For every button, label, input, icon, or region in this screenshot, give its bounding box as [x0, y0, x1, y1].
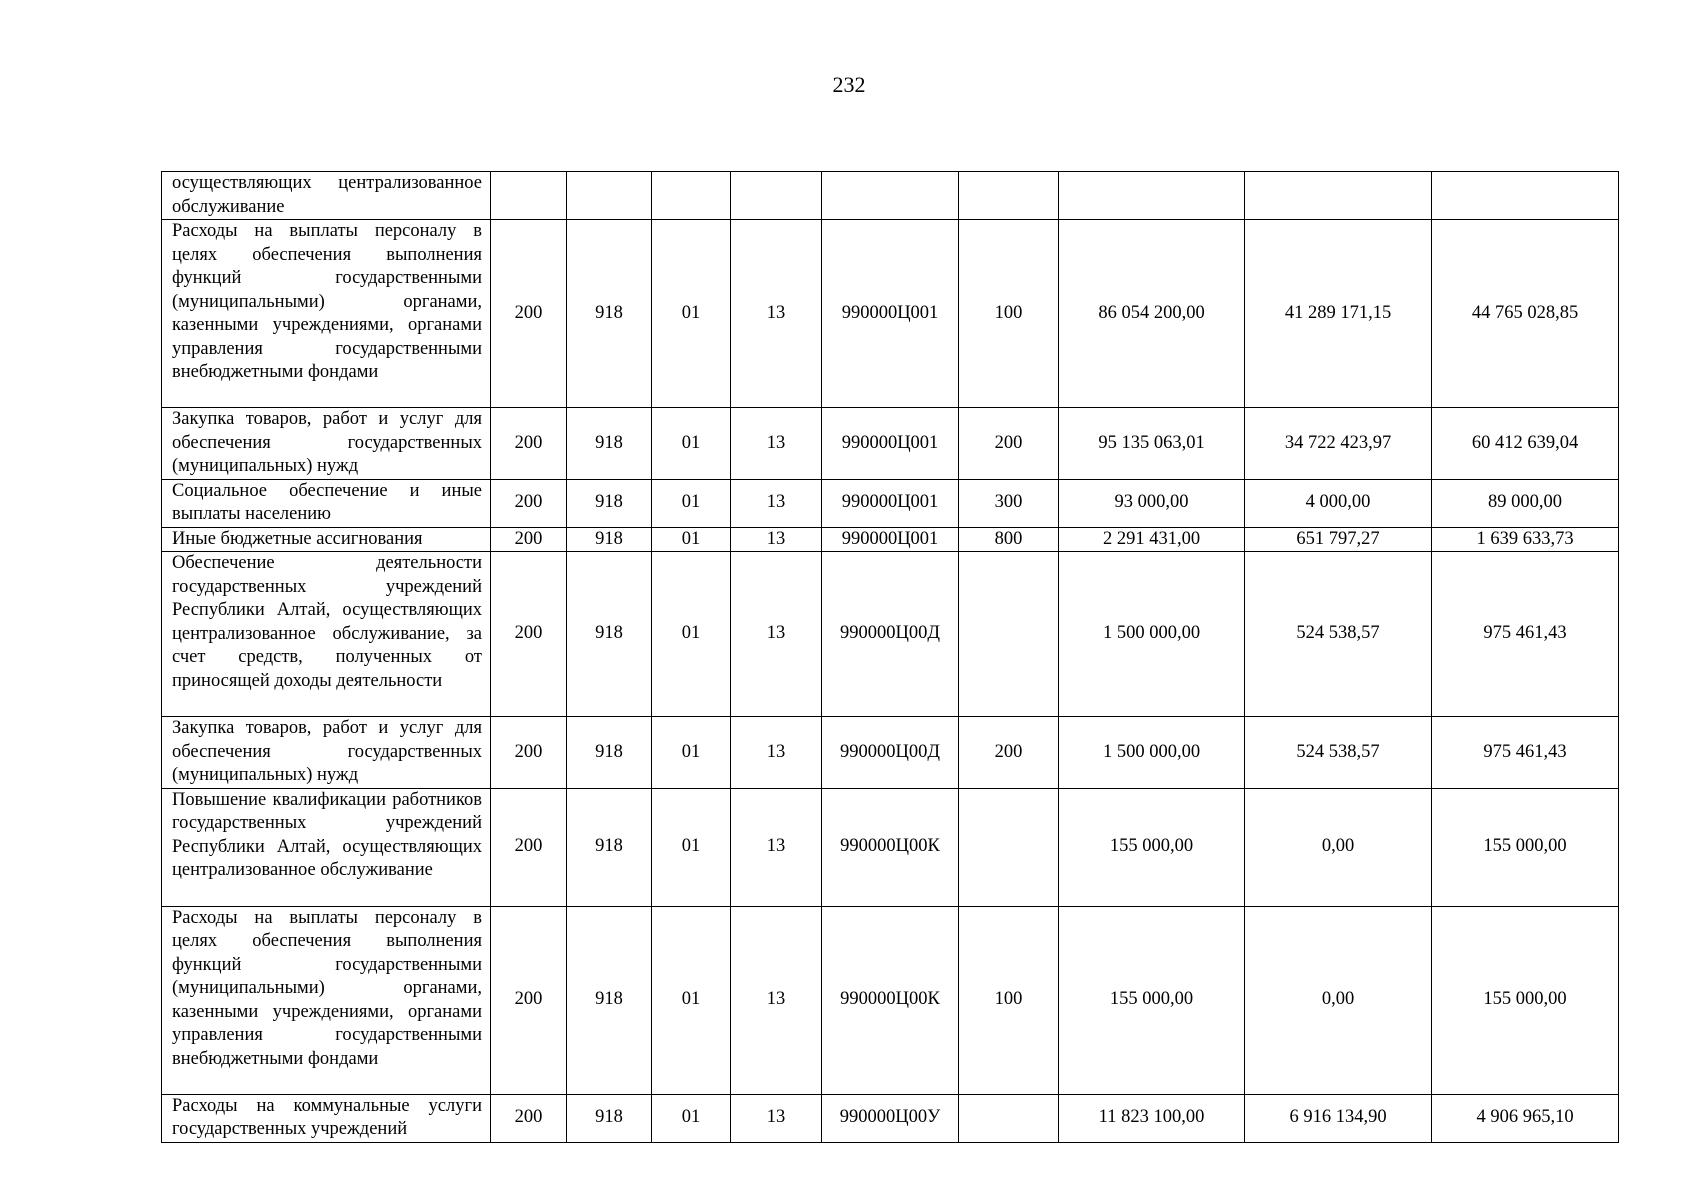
cell: 44 765 028,85: [1432, 220, 1619, 408]
cell: 990000Ц00У: [822, 1094, 959, 1142]
cell: 13: [731, 906, 822, 1094]
table-row: [162, 552, 1619, 717]
cell: [652, 172, 731, 220]
cell: 990000Ц001: [822, 408, 959, 480]
page-number: 232: [832, 72, 866, 97]
cell: 13: [731, 552, 822, 717]
cell: 524 538,57: [1245, 552, 1432, 717]
cell: 200: [491, 717, 567, 789]
cell: [567, 172, 652, 220]
cell: 01: [652, 552, 731, 717]
table-row: [162, 788, 1619, 906]
cell: 13: [731, 479, 822, 527]
row-name: Повышение квалификации работников государственных учреждений Республики Алтай, осуществляющих централизованное обслуживание: [162, 788, 491, 906]
cell: 89 000,00: [1432, 479, 1619, 527]
table-row: [162, 527, 1619, 552]
cell: 86 054 200,00: [1059, 220, 1245, 408]
cell: 990000Ц001: [822, 527, 959, 552]
cell: 800: [959, 527, 1059, 552]
cell: 990000Ц001: [822, 479, 959, 527]
table-row: [162, 1094, 1619, 1142]
cell: 200: [491, 220, 567, 408]
cell: 95 135 063,01: [1059, 408, 1245, 480]
cell: 01: [652, 220, 731, 408]
row-name: Расходы на выплаты персоналу в целях обеспечения выполнения функций государственными (муниципальными) органами, казенными учреждениями, органами управления государственными внебюджетными фондами: [162, 906, 491, 1094]
cell: 6 916 134,90: [1245, 1094, 1432, 1142]
row-name: Расходы на выплаты персоналу в целях обеспечения выполнения функций государственными (муниципальными) органами, казенными учреждениями, органами управления государственными внебюджетными фондами: [162, 220, 491, 408]
cell: [959, 552, 1059, 717]
cell: [491, 172, 567, 220]
cell: 918: [567, 408, 652, 480]
cell: 13: [731, 220, 822, 408]
budget-table: [161, 171, 1619, 1143]
cell: 918: [567, 552, 652, 717]
cell: [959, 1094, 1059, 1142]
cell: 01: [652, 717, 731, 789]
cell: 155 000,00: [1059, 788, 1245, 906]
row-name: Расходы на коммунальные услуги государственных учреждений: [162, 1094, 491, 1142]
row-name: Иные бюджетные ассигнования: [162, 527, 491, 552]
cell: 918: [567, 906, 652, 1094]
cell: 200: [491, 408, 567, 480]
cell: 0,00: [1245, 788, 1432, 906]
cell: [959, 788, 1059, 906]
table-row: [162, 172, 1619, 220]
cell: 990000Ц00Д: [822, 552, 959, 717]
cell: 200: [491, 906, 567, 1094]
cell: 155 000,00: [1432, 906, 1619, 1094]
cell: 300: [959, 479, 1059, 527]
cell: 13: [731, 788, 822, 906]
cell: [1059, 172, 1245, 220]
cell: 1 500 000,00: [1059, 717, 1245, 789]
cell: 13: [731, 1094, 822, 1142]
cell: 01: [652, 1094, 731, 1142]
cell: 01: [652, 906, 731, 1094]
table-row: [162, 717, 1619, 789]
cell: 918: [567, 788, 652, 906]
table-row: [162, 408, 1619, 480]
cell: 4 906 965,10: [1432, 1094, 1619, 1142]
cell: 200: [491, 479, 567, 527]
cell: 200: [491, 552, 567, 717]
row-name: Обеспечение деятельности государственных учреждений Республики Алтай, осуществляющих централизованное обслуживание, за счет средств, полученных от приносящей доходы деятельности: [162, 552, 491, 717]
cell: 155 000,00: [1432, 788, 1619, 906]
cell: 200: [491, 788, 567, 906]
cell: 41 289 171,15: [1245, 220, 1432, 408]
cell: 651 797,27: [1245, 527, 1432, 552]
cell: 1 500 000,00: [1059, 552, 1245, 717]
cell: [1245, 172, 1432, 220]
cell: 60 412 639,04: [1432, 408, 1619, 480]
table-row: [162, 479, 1619, 527]
cell: 975 461,43: [1432, 552, 1619, 717]
cell: 01: [652, 479, 731, 527]
cell: 01: [652, 527, 731, 552]
cell: 93 000,00: [1059, 479, 1245, 527]
cell: 4 000,00: [1245, 479, 1432, 527]
cell: 200: [959, 408, 1059, 480]
cell: [822, 172, 959, 220]
cell: 990000Ц00К: [822, 788, 959, 906]
cell: [1432, 172, 1619, 220]
cell: 1 639 633,73: [1432, 527, 1619, 552]
cell: 990000Ц001: [822, 220, 959, 408]
cell: 100: [959, 906, 1059, 1094]
cell: 2 291 431,00: [1059, 527, 1245, 552]
cell: 11 823 100,00: [1059, 1094, 1245, 1142]
cell: 918: [567, 717, 652, 789]
cell: 200: [491, 1094, 567, 1142]
cell: 918: [567, 479, 652, 527]
cell: 918: [567, 220, 652, 408]
cell: 975 461,43: [1432, 717, 1619, 789]
table-row: [162, 220, 1619, 408]
row-name: Социальное обеспечение и иные выплаты населению: [162, 479, 491, 527]
cell: 155 000,00: [1059, 906, 1245, 1094]
cell: 100: [959, 220, 1059, 408]
cell: 918: [567, 1094, 652, 1142]
cell: 01: [652, 788, 731, 906]
cell: 990000Ц00К: [822, 906, 959, 1094]
cell: [959, 172, 1059, 220]
row-name: Закупка товаров, работ и услуг для обеспечения государственных (муниципальных) нужд: [162, 717, 491, 789]
cell: 01: [652, 408, 731, 480]
cell: 990000Ц00Д: [822, 717, 959, 789]
cell: 918: [567, 527, 652, 552]
row-name: Закупка товаров, работ и услуг для обеспечения государственных (муниципальных) нужд: [162, 408, 491, 480]
cell: 13: [731, 408, 822, 480]
table-row: [162, 906, 1619, 1094]
cell: 0,00: [1245, 906, 1432, 1094]
cell: 13: [731, 717, 822, 789]
cell: 200: [959, 717, 1059, 789]
cell: 13: [731, 527, 822, 552]
cell: 524 538,57: [1245, 717, 1432, 789]
cell: 200: [491, 527, 567, 552]
cell: [731, 172, 822, 220]
cell: 34 722 423,97: [1245, 408, 1432, 480]
row-name: осуществляющих централизованное обслуживание: [162, 172, 491, 220]
